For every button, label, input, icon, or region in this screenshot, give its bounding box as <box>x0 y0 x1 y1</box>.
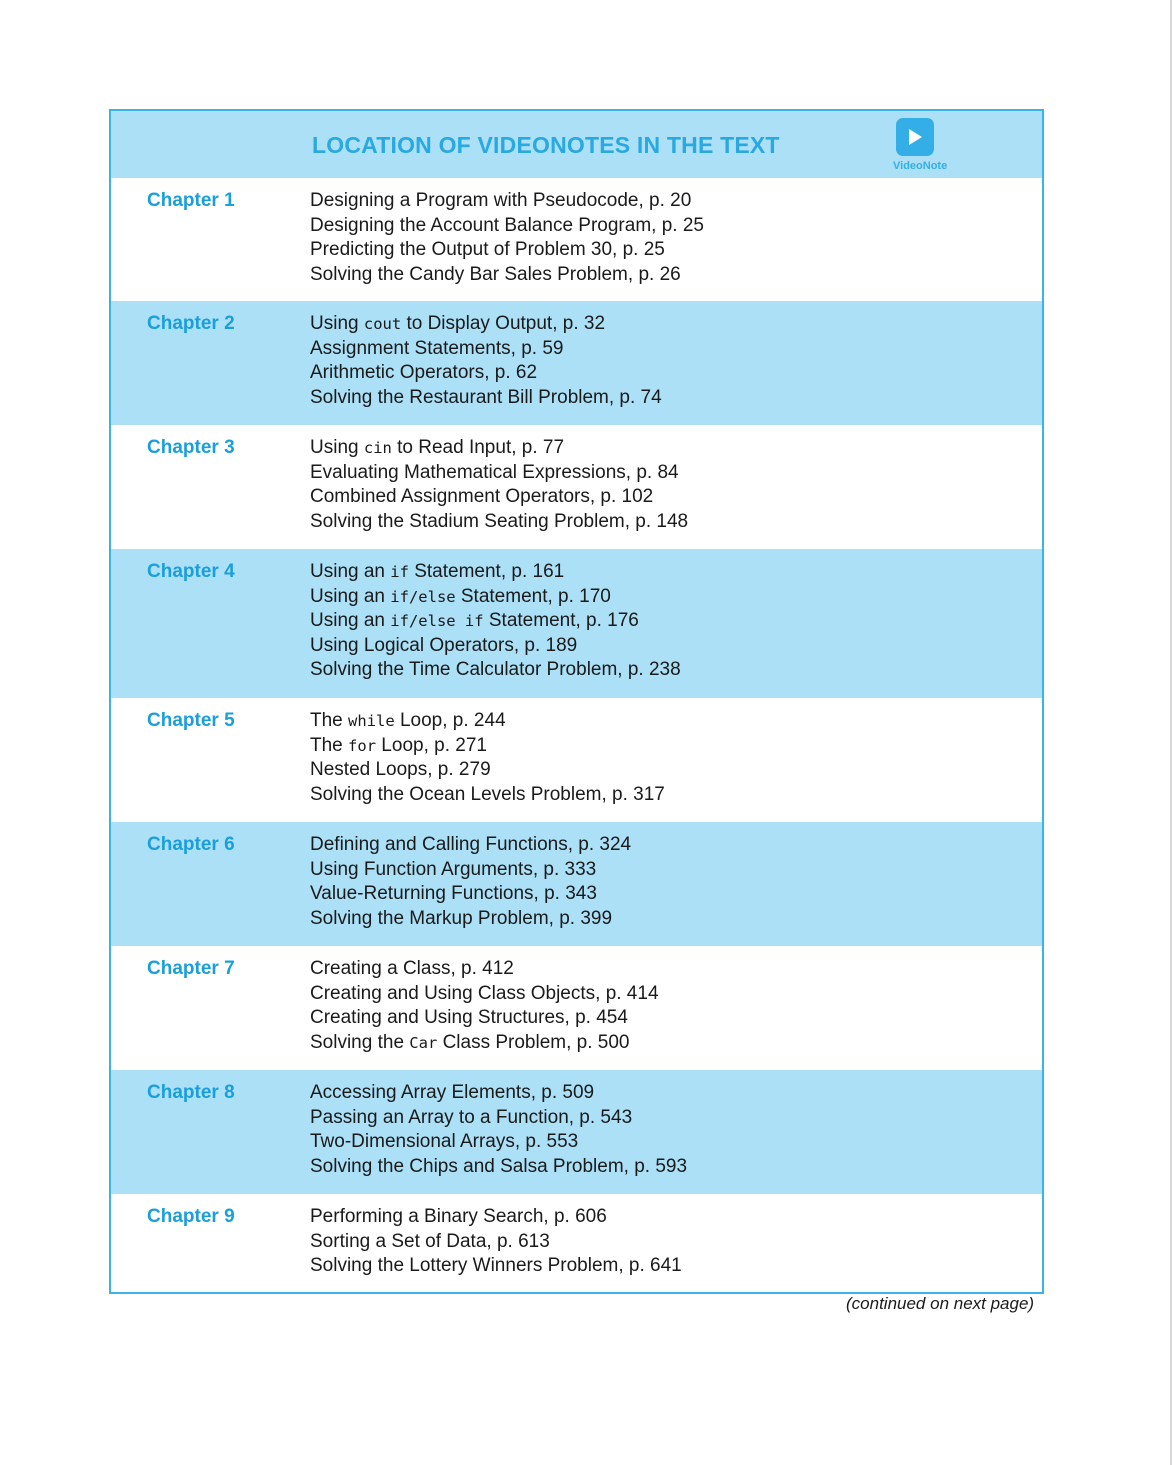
entry-text: Loop, p. 244 <box>394 710 506 731</box>
entry-text: Solving the Ocean Levels Problem, p. 317 <box>310 783 665 805</box>
code-keyword: Car <box>409 1033 438 1052</box>
chapter-label: Chapter 3 <box>147 437 235 458</box>
continued-note: (continued on next page) <box>846 1294 1035 1313</box>
chapter-row <box>111 301 1042 425</box>
videonote-entry <box>310 189 704 214</box>
entry-list <box>310 957 659 1055</box>
chapter-label: Chapter 8 <box>147 1082 235 1103</box>
entry-text: Solving the Candy Bar Sales Problem, p. 26 <box>310 263 681 285</box>
entry-text: Solving the Stadium Seating Problem, p. 148 <box>310 510 689 532</box>
videonote-entry <box>310 436 688 461</box>
chapter-row <box>111 549 1042 698</box>
entry-text: Solving the Markup Problem, p. 399 <box>310 907 613 929</box>
videonote-entry <box>310 386 662 411</box>
entry-text: Passing an Array to a Function, p. 543 <box>310 1106 633 1128</box>
entry-text: Defining and Calling Functions, p. 324 <box>310 834 632 855</box>
videonote-entry <box>310 783 665 808</box>
videonote-entry <box>310 510 688 535</box>
videonote-entry <box>310 882 631 907</box>
videonote-logo-label: VideoNote <box>893 160 948 172</box>
videonote-entry <box>310 1006 659 1031</box>
entry-text: The <box>310 710 349 731</box>
code-keyword: if/else <box>390 587 456 606</box>
entry-list <box>310 709 665 807</box>
entry-text: Sorting a Set of Data, p. 613 <box>310 1230 550 1252</box>
videonote-entry <box>310 585 681 610</box>
entry-text: Loop, p. 271 <box>376 734 487 756</box>
chapter-row <box>111 425 1042 549</box>
videonote-entry <box>310 982 659 1007</box>
table-header <box>111 111 1042 178</box>
entry-text: Creating a Class, p. 412 <box>310 958 514 979</box>
entry-text: Using <box>310 437 364 458</box>
entry-list <box>310 1081 687 1179</box>
videonote-entry <box>310 658 681 683</box>
entry-text: Statement, p. 170 <box>455 585 611 607</box>
entry-text: Solving the <box>310 1031 410 1053</box>
videonotes-table <box>109 109 1044 1294</box>
entry-text: Evaluating Mathematical Expressions, p. 84 <box>310 461 679 483</box>
table-title: LOCATION OF VIDEONOTES IN THE TEXT <box>312 132 780 158</box>
chapter-row <box>111 946 1042 1070</box>
chapter-label: Chapter 7 <box>147 958 235 979</box>
videonote-entry <box>310 214 704 239</box>
videonote-entry <box>310 461 688 486</box>
code-keyword: for <box>348 736 377 755</box>
chapter-label: Chapter 4 <box>147 561 235 582</box>
entry-text: to Display Output, p. 32 <box>401 313 606 334</box>
videonote-entry <box>310 1081 687 1106</box>
entry-text: Two-Dimensional Arrays, p. 553 <box>310 1131 579 1153</box>
entry-text: Solving the Time Calculator Problem, p. 238 <box>310 659 681 681</box>
entry-text: Assignment Statements, p. 59 <box>310 337 564 359</box>
entry-text: Using <box>310 313 364 334</box>
chapter-row <box>111 178 1042 301</box>
entry-list <box>310 833 631 931</box>
videonote-entry <box>310 1230 682 1255</box>
chapter-label: Chapter 9 <box>147 1206 235 1227</box>
entry-text: to Read Input, p. 77 <box>391 437 565 458</box>
entry-text: Using an <box>310 610 391 632</box>
entry-text: Arithmetic Operators, p. 62 <box>310 362 538 384</box>
entry-text: Performing a Binary Search, p. 606 <box>310 1206 607 1227</box>
videonote-entry <box>310 858 631 883</box>
entry-text: Designing a Program with Pseudocode, p. 20 <box>310 190 692 211</box>
videonote-entry <box>310 609 681 634</box>
videonote-entry <box>310 634 681 659</box>
videonote-entry <box>310 907 631 932</box>
videonote-entry <box>310 560 681 585</box>
videonote-entry <box>310 1155 687 1180</box>
videonote-entry <box>310 833 631 858</box>
entry-text: Class Problem, p. 500 <box>437 1031 630 1053</box>
chapter-label: Chapter 5 <box>147 710 235 731</box>
chapter-label: Chapter 6 <box>147 834 235 855</box>
videonote-entry <box>310 1254 682 1279</box>
chapter-row <box>111 822 1042 946</box>
chapter-label: Chapter 1 <box>147 190 235 211</box>
entry-text: Using an <box>310 585 391 607</box>
videonote-entry <box>310 238 704 263</box>
code-keyword: cin <box>363 439 392 457</box>
videonote-entry <box>310 312 662 337</box>
entry-text: Using Function Arguments, p. 333 <box>310 858 597 880</box>
entry-text: Designing the Account Balance Program, p. 25 <box>310 214 704 236</box>
entry-text: Solving the Chips and Salsa Problem, p. 593 <box>310 1155 688 1177</box>
entry-list <box>310 1205 682 1279</box>
code-keyword: while <box>348 712 395 730</box>
entry-text: Statement, p. 161 <box>408 561 565 582</box>
entry-text: Combined Assignment Operators, p. 102 <box>310 486 654 508</box>
videonote-entry <box>310 709 665 734</box>
entry-text: The <box>310 734 349 756</box>
entry-text: Value-Returning Functions, p. 343 <box>310 883 597 905</box>
entry-text: Using an <box>310 561 391 582</box>
entry-text: Creating and Using Class Objects, p. 414 <box>310 982 659 1004</box>
videonote-logo <box>893 118 953 174</box>
entry-text: Solving the Restaurant Bill Problem, p. 74 <box>310 386 662 408</box>
videonote-entry <box>310 1205 682 1230</box>
entry-list <box>310 560 681 683</box>
entry-text: Nested Loops, p. 279 <box>310 759 491 781</box>
videonote-entry <box>310 734 665 759</box>
videonote-entry <box>310 1106 687 1131</box>
chapter-rows <box>111 178 1042 1292</box>
videonote-entry <box>310 337 662 362</box>
play-icon <box>896 118 934 156</box>
videonote-entry <box>310 1130 687 1155</box>
chapter-row <box>111 1070 1042 1194</box>
chapter-row <box>111 698 1042 822</box>
chapter-row <box>111 1194 1042 1292</box>
entry-text: Statement, p. 176 <box>483 610 639 632</box>
code-keyword: if/else if <box>390 612 484 631</box>
entry-text: Creating and Using Structures, p. 454 <box>310 1007 628 1029</box>
entry-text: Predicting the Output of Problem 30, p. 25 <box>310 239 665 261</box>
videonote-entry <box>310 263 704 288</box>
code-keyword: if <box>390 563 409 581</box>
videonote-entry <box>310 361 662 386</box>
videonote-entry <box>310 1031 659 1056</box>
code-keyword: cout <box>363 315 402 333</box>
entry-list <box>310 312 662 410</box>
entry-list <box>310 436 688 534</box>
videonote-entry <box>310 957 659 982</box>
entry-list <box>310 189 704 287</box>
videonote-entry <box>310 758 665 783</box>
entry-text: Using Logical Operators, p. 189 <box>310 634 578 656</box>
chapter-label: Chapter 2 <box>147 313 235 334</box>
entry-text: Solving the Lottery Winners Problem, p. 641 <box>310 1255 682 1277</box>
entry-text: Accessing Array Elements, p. 509 <box>310 1082 595 1103</box>
videonote-entry <box>310 485 688 510</box>
